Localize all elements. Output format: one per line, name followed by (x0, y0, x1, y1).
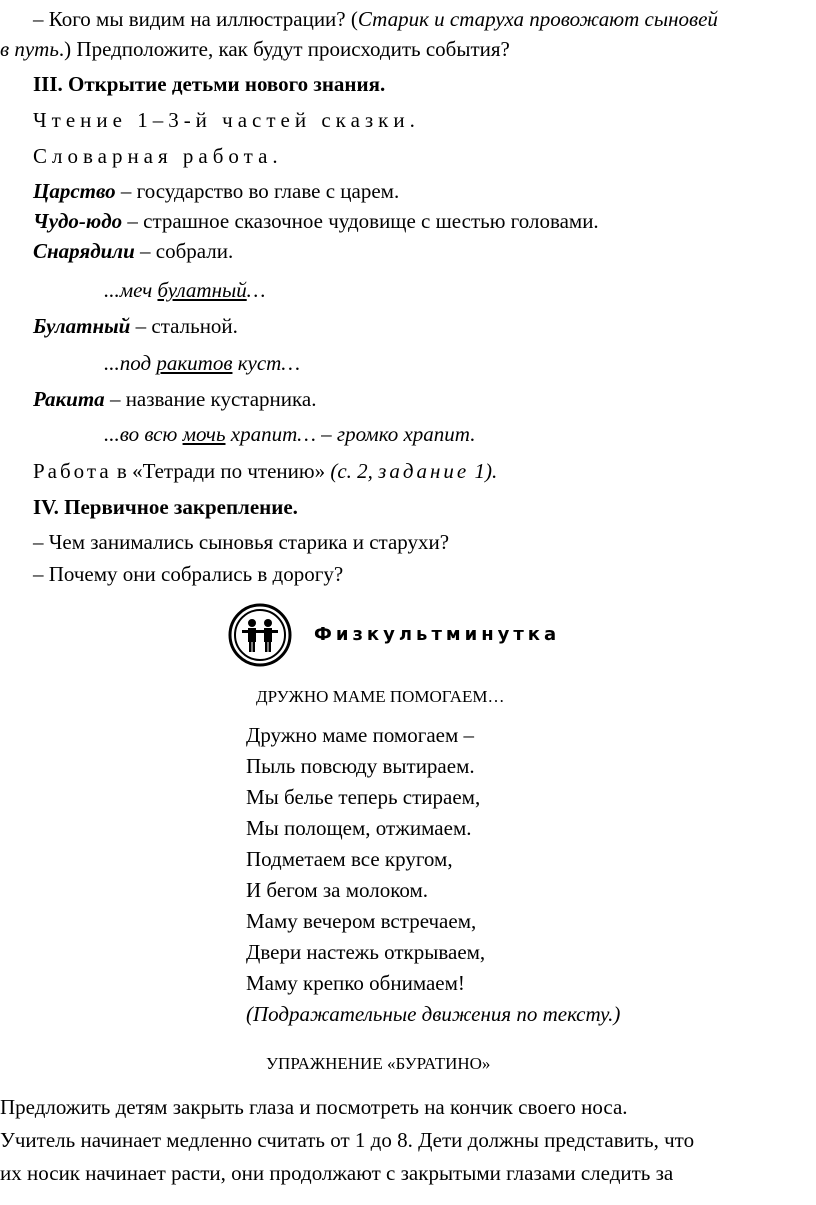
poem-line: Пыль повсюду вытираем. (246, 754, 475, 778)
poem-line: Маму крепко обнимаем! (246, 971, 465, 995)
quote-moch (104, 421, 475, 447)
vocab-definition: – стальной. (130, 314, 238, 338)
vocab-definition: – государство во главе с царем. (115, 179, 400, 203)
intro-question: Кого мы видим на иллюстрации? ( (48, 7, 358, 31)
intro-line-1 (33, 6, 718, 32)
intro-italic: Старик и старуха провожают сыновей (357, 7, 718, 31)
quote-after: куст… (232, 351, 301, 375)
workbook-text: в «Тетради по чтению» (111, 459, 331, 483)
vocab-item-rakita (33, 386, 316, 412)
workbook-ref-start: (с. 2, (330, 459, 379, 483)
exercise-line: Предложить детям закрыть глаза и посмотреть на кончик своего носа. (0, 1095, 628, 1119)
section4-heading: IV. Первичное закрепление. (33, 495, 298, 519)
vocab-term: Ракита (33, 387, 105, 411)
exercise-line: их носик начинает расти, они продолжают с закрытыми глазами следить за (0, 1161, 674, 1185)
quote-word: булатный (157, 278, 247, 302)
poem-line: Дружно маме помогаем – (246, 723, 475, 747)
question-2: – Почему они собрались в дорогу? (33, 562, 344, 586)
poem-line: Мы белье теперь стираем, (246, 785, 481, 809)
quote-after: храпит… – громко храпит. (225, 422, 476, 446)
vocab-definition: – страшное сказочное чудовище с шестью головами. (122, 209, 599, 233)
vocab-item (33, 208, 599, 234)
poem-line: Мы полощем, отжимаем. (246, 816, 472, 840)
workbook-ref-end: 1). (469, 459, 498, 483)
intro-line-2 (0, 36, 510, 62)
quote-before: ...под (104, 351, 157, 375)
vocab-line: Словарная работа. (33, 144, 283, 168)
quote-bulatny (104, 277, 265, 303)
poem-note: (Подражательные движения по тексту.) (246, 1002, 621, 1026)
poem-line: Подметаем все кругом, (246, 847, 453, 871)
poem-line: И бегом за молоком. (246, 878, 429, 902)
vocab-item-bulatny (33, 313, 238, 339)
physminute-label: Физкультминутка (314, 624, 561, 645)
poem-line: Маму вечером встречаем, (246, 909, 477, 933)
quote-before: ...меч (104, 278, 158, 302)
vocab-item (33, 238, 233, 264)
quote-rakitov (104, 350, 300, 376)
intro-line2-italic: в путь (0, 37, 59, 61)
vocab-term: Царство (33, 179, 116, 203)
vocab-term: Чудо-юдо (33, 209, 123, 233)
exercise-line: Учитель начинает медленно считать от 1 до 8. Дети должны представить, что (0, 1128, 695, 1152)
vocab-definition: – собрали. (134, 239, 234, 263)
workbook-spaced: Работа (33, 459, 112, 483)
intro-dash: – (33, 7, 49, 31)
quote-before: ...во всю (104, 422, 183, 446)
quote-word: ракитов (156, 351, 233, 375)
intro-line2-rest: .) Предположите, как будут происходить события? (58, 37, 510, 61)
exercise-title: УПРАЖНЕНИЕ «БУРАТИНО» (266, 1054, 491, 1073)
vocab-term: Булатный (33, 314, 131, 338)
question-1: – Чем занимались сыновья старика и старухи? (33, 530, 450, 554)
reading-line: Чтение 1–3-й частей сказки. (33, 108, 420, 132)
two-children-icon (228, 603, 292, 667)
workbook-ref-spaced: задание (378, 459, 470, 483)
poem-line: Двери настежь открываем, (246, 940, 486, 964)
quote-after: … (246, 278, 266, 302)
vocab-item (33, 178, 399, 204)
poem-title: ДРУЖНО МАМЕ ПОМОГАЕМ… (256, 687, 505, 706)
vocab-definition: – название кустарника. (104, 387, 317, 411)
section3-heading: III. Открытие детьми нового знания. (33, 72, 386, 96)
quote-word: мочь (182, 422, 226, 446)
workbook-line (33, 458, 497, 484)
vocab-term: Снарядили (33, 239, 135, 263)
